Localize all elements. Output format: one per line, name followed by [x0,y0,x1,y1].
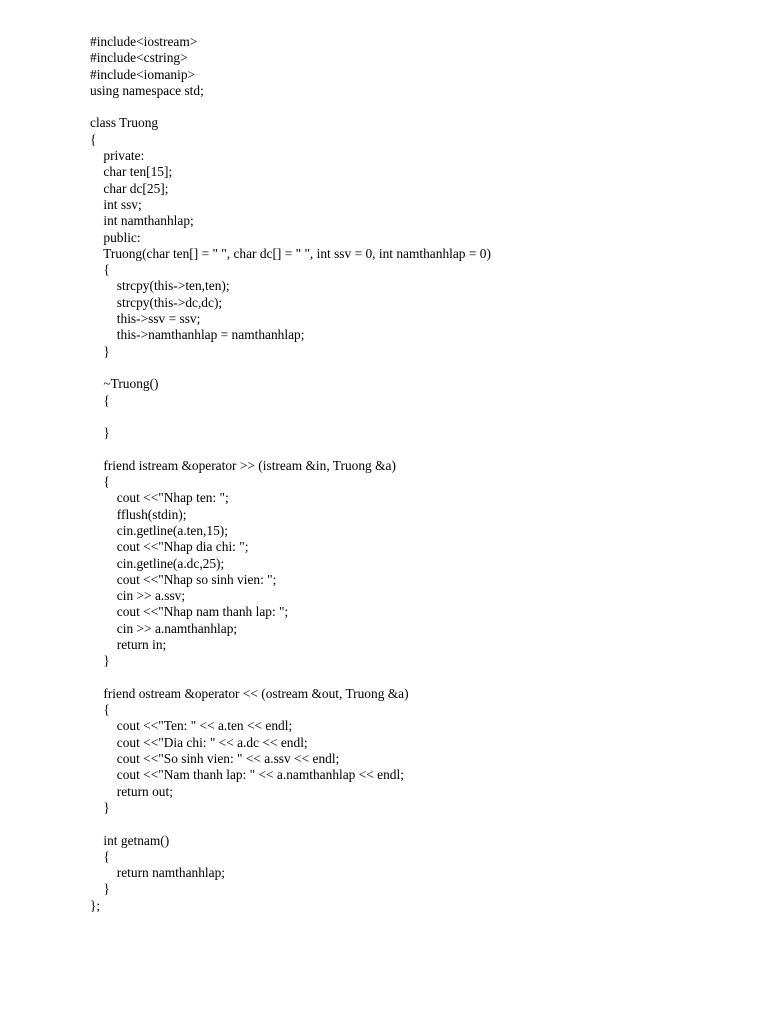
code-line: { [90,262,110,278]
code-line: using namespace std; [90,82,204,98]
code-line: Truong(char ten[] = " ", char dc[] = " ", int ssv = 0, int namthanhlap = 0) [90,245,491,261]
code-line: cin >> a.namthanhlap; [90,620,238,636]
code-line: this->namthanhlap = namthanhlap; [90,327,305,343]
code-line [90,816,491,832]
code-line: return in; [90,636,167,652]
code-line: cout <<"Nhap ten: "; [90,490,229,506]
code-line: { [90,848,110,864]
code-line: friend istream &operator >> (istream &in, Truong &a) [90,457,396,473]
code-line: class Truong [90,115,159,131]
code-line: strcpy(this->dc,dc); [90,294,223,310]
code-line [90,670,491,686]
code-line: cout <<"So sinh vien: " << a.ssv << endl; [90,751,340,767]
code-line: } [90,343,110,359]
code-line: public: [90,229,141,245]
code-line: cout <<"Dia chi: " << a.dc << endl; [90,734,308,750]
code-line: }; [90,897,101,913]
code-line: char ten[15]; [90,164,173,180]
code-line: int getnam() [90,832,170,848]
code-line: cout <<"Nhap dia chi: "; [90,539,249,555]
code-line: strcpy(this->ten,ten); [90,278,230,294]
code-line [90,99,491,115]
code-line: int namthanhlap; [90,213,194,229]
code-line: cout <<"Nam thanh lap: " << a.namthanhlap << endl; [90,767,404,783]
code-line: } [90,425,110,441]
code-line: ~Truong() [90,376,159,392]
code-line: cout <<"Ten: " << a.ten << endl; [90,718,293,734]
code-line: { [90,702,110,718]
code-line: cout <<"Nhap nam thanh lap: "; [90,604,289,620]
code-line: cin.getline(a.ten,15); [90,522,228,538]
code-line [90,360,491,376]
code-line: char dc[25]; [90,180,169,196]
code-line: #include<iomanip> [90,66,196,82]
code-line [90,441,491,457]
code-line: { [90,392,110,408]
code-line: { [90,474,110,490]
code-line: } [90,799,110,815]
code-line: #include<cstring> [90,50,188,66]
code-line [90,409,491,425]
code-line: return namthanhlap; [90,865,225,881]
code-line: fflush(stdin); [90,506,187,522]
code-line: cin.getline(a.dc,25); [90,555,225,571]
code-line: { [90,131,97,147]
code-line: this->ssv = ssv; [90,311,201,327]
code-line: cout <<"Nhap so sinh vien: "; [90,571,277,587]
code-listing [90,34,491,914]
code-line: private: [90,148,145,164]
code-line: int ssv; [90,196,142,212]
code-line: } [90,881,110,897]
code-line: return out; [90,783,173,799]
code-line: #include<iostream> [90,34,198,49]
code-line: } [90,653,110,669]
code-line: cin >> a.ssv; [90,588,186,604]
code-line: friend ostream &operator << (ostream &out, Truong &a) [90,685,409,701]
